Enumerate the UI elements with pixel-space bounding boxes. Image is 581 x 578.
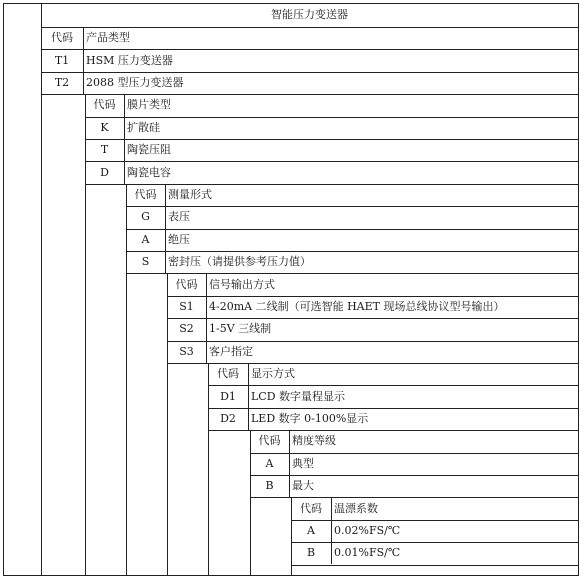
row-line [126,251,578,252]
row-line [41,49,578,50]
option-code: T2 [54,76,70,89]
row-line [126,273,578,274]
row-line [167,318,578,319]
code-label-divider [206,273,207,363]
level-header-label: 温漂系数 [334,502,378,515]
option-label: HSM 压力变送器 [86,54,173,67]
option-code: D2 [220,412,236,425]
level-column-line [85,94,86,575]
row-line [250,453,578,454]
row-line [208,430,578,431]
option-label: 表压 [168,210,190,223]
row-line [291,565,578,566]
row-line [208,385,578,386]
row-line [167,296,578,297]
row-line [167,341,578,342]
code-label-divider [165,184,166,274]
level-header-code: 代码 [175,278,198,291]
level-header-label: 显示方式 [251,367,295,380]
row-line [126,229,578,230]
code-label-divider [83,27,84,94]
option-code: D1 [220,390,236,403]
row-line [291,520,578,521]
option-label: 绝压 [168,233,190,246]
option-code: S1 [179,300,194,313]
option-code: S2 [179,322,194,335]
row-line [250,497,578,498]
row-line [85,184,578,185]
level-header-label: 精度等级 [292,434,336,447]
option-label: 4-20mA 二线制（可选智能 HAET 现场总线协议型号输出） [209,300,505,313]
level-header-code: 代码 [134,188,157,201]
option-code: K [100,121,109,134]
option-code: D [100,166,109,179]
level-column-line [250,430,251,575]
row-line [167,363,578,364]
option-label: 1-5V 三线制 [209,322,272,335]
option-label: 密封压（请提供参考压力值） [168,255,311,268]
level-column-line [208,363,209,575]
level-column-line [291,497,292,575]
code-label-divider [124,94,125,184]
level-header-label: 测量形式 [168,188,212,201]
option-code: B [306,546,316,559]
option-code: A [141,233,150,246]
option-label: 0.01%FS/℃ [334,546,401,559]
option-code: T1 [54,54,70,67]
option-label: 典型 [292,457,314,470]
level-column-line [167,273,168,575]
level-column-line [126,184,127,575]
level-header-code: 代码 [51,31,73,44]
option-label: 扩散硅 [127,121,160,134]
code-label-divider [248,363,249,430]
option-label: LCD 数字量程显示 [251,390,346,403]
row-line [126,206,578,207]
level-header-code: 代码 [217,367,239,380]
row-line [250,475,578,476]
row-line [41,72,578,73]
level-header-label: 膜片类型 [127,98,171,111]
title-row-line [41,27,578,28]
table-left-border [3,3,4,576]
level-header-label: 信号输出方式 [209,278,275,291]
row-line [41,94,578,95]
level-header-code: 代码 [258,434,281,447]
table-top-border [3,3,579,4]
row-line [85,161,578,162]
row-line [85,139,578,140]
row-line [291,542,578,543]
table-title: 智能压力变送器 [271,8,348,21]
table-bottom-border [3,575,579,576]
code-label-divider [331,497,332,564]
option-label: LED 数字 0-100%显示 [251,412,369,425]
option-label: 最大 [292,479,314,492]
table-right-border [578,3,579,576]
option-code: G [141,210,150,223]
option-label: 2088 型压力变送器 [86,76,184,89]
option-label: 陶瓷电容 [127,166,171,179]
level-header-label: 产品类型 [86,31,130,44]
option-code: A [265,457,274,470]
row-line [85,117,578,118]
option-label: 陶瓷压阻 [127,143,171,156]
level-column-line [41,27,42,575]
option-code: A [307,524,315,537]
option-code: S3 [179,345,194,358]
option-code: B [265,479,274,492]
row-line [208,408,578,409]
option-label: 0.02%FS/℃ [334,524,401,537]
level-header-code: 代码 [93,98,116,111]
option-code: S [141,255,150,268]
option-code: T [100,143,109,156]
option-label: 客户指定 [209,345,253,358]
level-header-code: 代码 [300,502,322,515]
code-label-divider [289,430,290,497]
